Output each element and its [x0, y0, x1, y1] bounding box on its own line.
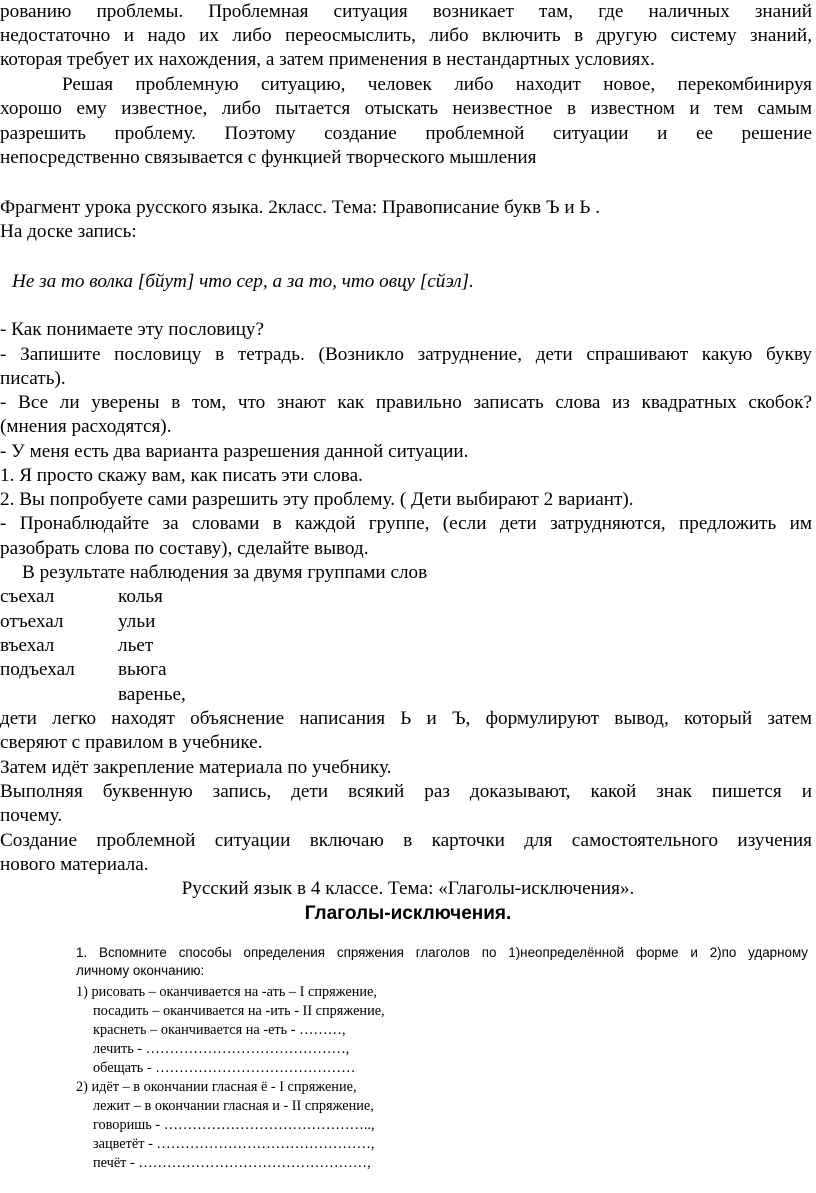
word-group-1-item: въехал [0, 635, 55, 656]
text-line: недостаточно и надо их либо переосмыслить, либо включить в другую систему знаний, [0, 25, 812, 46]
word-group-1-item: подъехал [0, 659, 75, 680]
word-group-2-item: вьюга [118, 659, 167, 680]
text-line: непосредственно связывается с функцией творческого мышления [0, 147, 537, 168]
cards-note: Создание проблемной ситуации включаю в карточки для самостоятельного изучения [0, 830, 812, 851]
option-2: 2. Вы попробуете сами разрешить эту проблему. ( Дети выбирают 2 вариант). [0, 489, 634, 510]
question-5-cont: разобрать слова по составу), сделайте вывод. [0, 538, 369, 559]
task-1-line: 1. Вспомните способы определения спряжения глаголов по 1)неопределённой форме и 2)по ударному [76, 945, 808, 960]
card-item: печёт - …………………………………………, [93, 1155, 371, 1171]
text-line: разрешить проблему. Поэтому создание проблемной ситуации и ее решение [0, 123, 812, 144]
text-line: которая требует их нахождения, а затем применения в нестандартных условиях. [0, 49, 655, 70]
reinforcement: Затем идёт закрепление материала по учебнику. [0, 757, 392, 778]
word-group-2-item: ульи [118, 611, 156, 632]
word-group-1-item: съехал [0, 586, 55, 607]
letter-record-cont: почему. [0, 805, 63, 826]
word-group-2-item: варенье, [118, 684, 186, 705]
question-3: - Все ли уверены в том, что знают как правильно записать слова из квадратных скобок? [0, 392, 812, 413]
word-group-2-item: льет [118, 635, 154, 656]
result-intro: В результате наблюдения за двумя группами слов [22, 562, 428, 583]
question-2: - Запишите пословицу в тетрадь. (Возникло затруднение, дети спрашивают какую букву [0, 344, 812, 365]
conclusion-cont: сверяют с правилом в учебнике. [0, 732, 263, 753]
conclusion: дети легко находят объяснение написания Ь и Ъ, формулируют вывод, который затем [0, 708, 812, 729]
task-1-line-cont: личному окончанию: [76, 963, 205, 978]
question-3-cont: (мнения расходятся). [0, 416, 172, 437]
question-2-cont: писать). [0, 368, 66, 389]
text-line: Решая проблемную ситуацию, человек либо находит новое, перекомбинируя [62, 74, 812, 95]
word-group-1-item: отъехал [0, 611, 64, 632]
text-line: хорошо ему известное, либо пытается отыскать неизвестное в известном и тем самым [0, 98, 812, 119]
word-group-2-item: колья [118, 586, 163, 607]
option-1: 1. Я просто скажу вам, как писать эти слова. [0, 465, 363, 486]
cards-note-cont: нового материала. [0, 854, 149, 875]
card-item: зацветёт - ………………………………………, [93, 1136, 375, 1152]
card-item: говоришь - …………………………………….., [93, 1117, 375, 1133]
question-5: - Пронаблюдайте за словами в каждой группе, (если дети затрудняются, предложить им [0, 513, 812, 534]
card-item: 2) идёт – в окончании гласная ё - I спряжение, [76, 1079, 357, 1095]
card-item: посадить – оканчивается на -ить - II спряжение, [93, 1003, 385, 1019]
grade4-title: Глаголы-исключения. [304, 903, 512, 924]
question-4: - У меня есть два варианта разрешения данной ситуации. [0, 441, 469, 462]
card-item: обещать - …………………………………… [93, 1060, 356, 1076]
letter-record: Выполняя буквенную запись, дети всякий раз доказывают, какой знак пишется и [0, 781, 812, 802]
text-line: рованию проблемы. Проблемная ситуация возникает там, где наличных знаний [0, 1, 812, 22]
question-1: - Как понимаете эту пословицу? [0, 319, 264, 340]
grade4-heading: Русский язык в 4 классе. Тема: «Глаголы-исключения». [181, 878, 635, 899]
proverb: Не за то волка [бйут] что сер, а за то, что овцу [сйэл]. [12, 271, 474, 292]
board-label: На доске запись: [0, 221, 137, 242]
lesson-heading: Фрагмент урока русского языка. 2класс. Тема: Правописание букв Ъ и Ь . [0, 197, 601, 218]
card-item: лежит – в окончании гласная и - II спряжение, [93, 1098, 374, 1114]
card-item: лечить - ……………………………………, [93, 1041, 350, 1057]
card-item: 1) рисовать – оканчивается на -ать – I спряжение, [76, 984, 377, 1000]
card-item: краснеть – оканчивается на -еть - ………, [93, 1022, 346, 1038]
